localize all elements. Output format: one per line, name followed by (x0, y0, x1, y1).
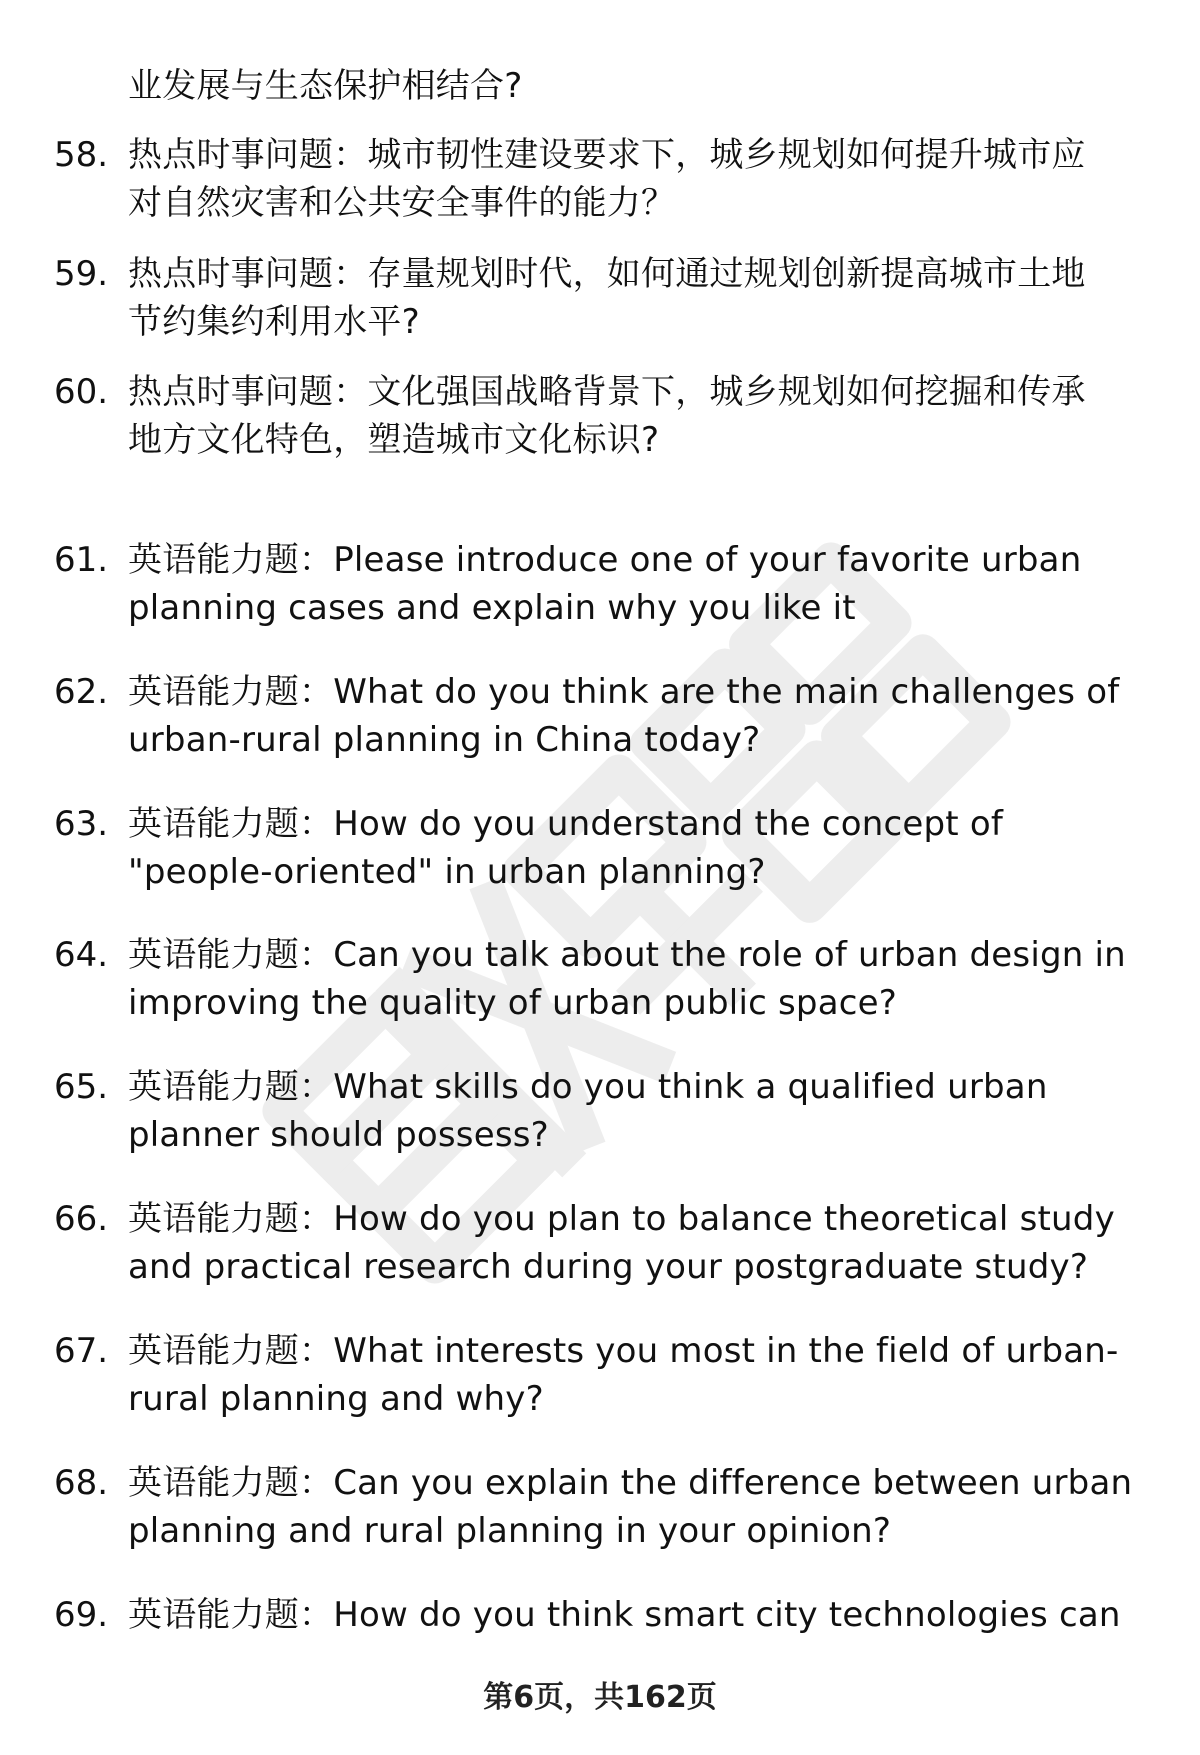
question-number: 62. (54, 672, 109, 712)
question-text-line: 英语能力题：Can you explain the difference between urban (128, 1463, 1133, 1503)
question-text-line: 英语能力题：How do you think smart city technologies can (128, 1595, 1121, 1635)
continuation-text: 业发展与生态保护相结合? (128, 66, 523, 106)
question-number: 69. (54, 1595, 109, 1635)
question-text-line: 英语能力题：Please introduce one of your favorite urban (128, 540, 1082, 580)
question-number: 61. (54, 540, 109, 580)
question-text-line: 对自然灾害和公共安全事件的能力？ (128, 183, 676, 223)
question-text-line: rural planning and why? (128, 1379, 544, 1419)
question-text-line: 英语能力题：How do you understand the concept of (128, 804, 1004, 844)
question-text-line: 英语能力题：What do you think are the main challenges of (128, 672, 1120, 712)
question-text-line: planner should possess? (128, 1115, 549, 1155)
question-text-line: 热点时事问题：城市韧性建设要求下，城乡规划如何提升城市应 (128, 135, 1086, 175)
question-text-line: 热点时事问题：存量规划时代，如何通过规划创新提高城市土地 (128, 254, 1086, 294)
question-text-line: 英语能力题：How do you plan to balance theoretical study (128, 1199, 1115, 1239)
question-text-line: 英语能力题：What interests you most in the field of urban- (128, 1331, 1119, 1371)
question-text-line: planning and rural planning in your opinion? (128, 1511, 892, 1551)
question-number: 66. (54, 1199, 109, 1239)
page-footer: 第6页，共162页 (483, 1680, 717, 1715)
question-text-line: improving the quality of urban public space? (128, 983, 897, 1023)
question-number: 60. (54, 372, 109, 412)
question-text-line: 热点时事问题：文化强国战略背景下，城乡规划如何挖掘和传承 (128, 372, 1086, 412)
question-number: 67. (54, 1331, 109, 1371)
question-text-line: and practical research during your postgraduate study? (128, 1247, 1089, 1287)
question-text-line: 地方文化特色，塑造城市文化标识? (128, 420, 660, 460)
question-number: 63. (54, 804, 109, 844)
question-text-line: 英语能力题：Can you talk about the role of urban design in (128, 935, 1126, 975)
question-text-line: urban-rural planning in China today? (128, 720, 761, 760)
question-number: 64. (54, 935, 109, 975)
question-number: 65. (54, 1067, 109, 1107)
question-text-line: "people-oriented" in urban planning? (128, 852, 766, 892)
question-text-line: planning cases and explain why you like it (128, 588, 856, 628)
question-text-line: 节约集约利用水平? (128, 302, 420, 342)
question-text-line: 英语能力题：What skills do you think a qualified urban (128, 1067, 1048, 1107)
question-number: 59. (54, 254, 109, 294)
question-number: 68. (54, 1463, 109, 1503)
question-number: 58. (54, 135, 109, 175)
